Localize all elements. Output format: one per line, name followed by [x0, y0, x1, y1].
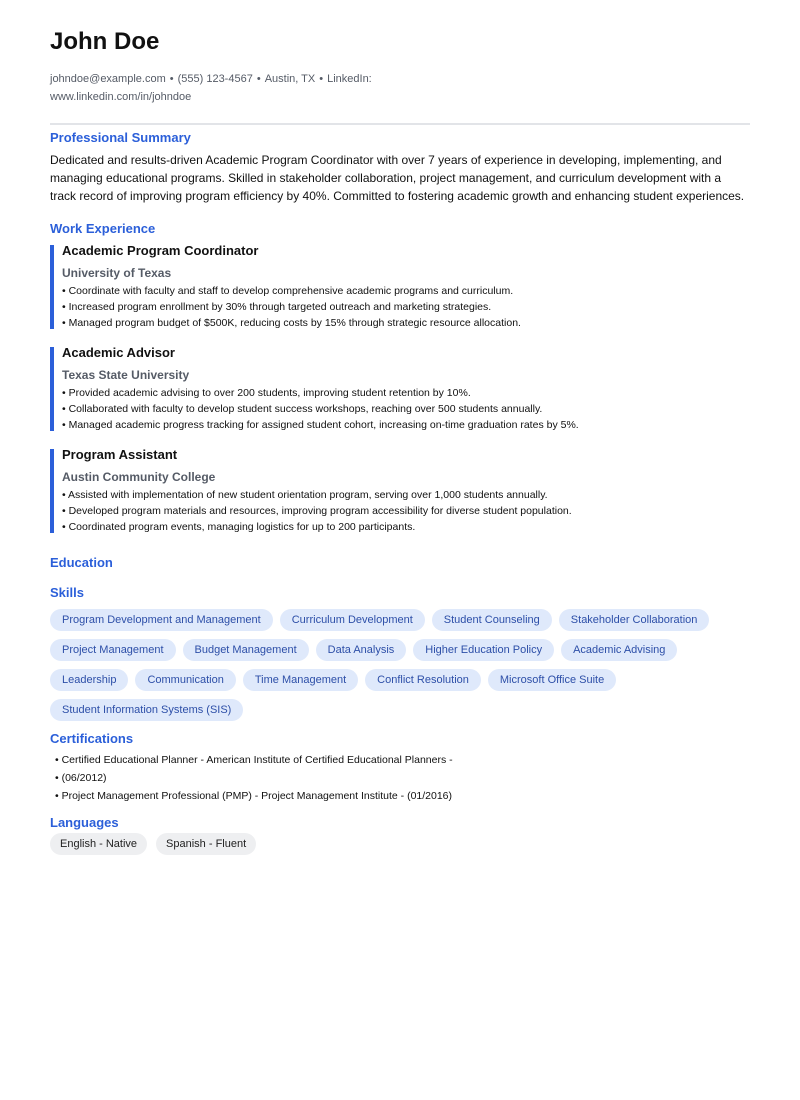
job-title: Academic Advisor — [62, 345, 175, 360]
skills-chip-list — [50, 609, 760, 729]
header-divider — [50, 123, 750, 125]
education-heading: Education — [50, 555, 113, 570]
job-bullet: • Collaborated with faculty to develop student success workshops, reaching over 500 students annually. — [62, 403, 543, 415]
certifications-list — [55, 751, 750, 805]
skill-chip: Program Development and Management — [50, 609, 273, 631]
contact-linkedin-url[interactable]: www.linkedin.com/in/johndoe — [50, 91, 192, 103]
job-bullets — [62, 385, 750, 433]
job-entry — [50, 243, 750, 331]
job-entry — [50, 447, 750, 535]
job-bullet: • Developed program materials and resources, improving program accessibility for diverse student population. — [62, 505, 572, 517]
contact-separator: • — [319, 73, 324, 85]
certification-item: • (06/2012) — [55, 772, 107, 784]
certification-item: • Certified Educational Planner - American Institute of Certified Educational Planners - — [55, 754, 453, 766]
skill-chip: Academic Advising — [561, 639, 677, 661]
certification-item: • Project Management Professional (PMP) - Project Management Institute - (01/2016) — [55, 790, 453, 802]
job-entry — [50, 345, 750, 433]
job-company: Austin Community College — [62, 470, 216, 484]
contact-linkedin-label: LinkedIn: — [327, 73, 372, 85]
contact-line — [50, 70, 380, 106]
job-bullet: • Provided academic advising to over 200 students, improving student retention by 10%. — [62, 387, 471, 399]
contact-phone: (555) 123-4567 — [177, 73, 253, 85]
skill-chip: Student Information Systems (SIS) — [50, 699, 243, 721]
contact-email[interactable]: johndoe@example.com — [50, 73, 166, 85]
summary-heading: Professional Summary — [50, 130, 191, 145]
contact-separator: • — [256, 73, 261, 85]
job-bullet: • Managed academic progress tracking for assigned student cohort, increasing on-time graduation rates by 5%. — [62, 419, 579, 431]
skill-chip: Student Counseling — [432, 609, 552, 631]
candidate-name: John Doe — [50, 28, 160, 55]
certifications-heading: Certifications — [50, 731, 134, 746]
contact-separator: • — [169, 73, 174, 85]
job-bullets — [62, 283, 750, 331]
skill-chip: Time Management — [243, 669, 358, 691]
skill-chip: Higher Education Policy — [413, 639, 554, 661]
job-bullet: • Coordinate with faculty and staff to develop comprehensive academic programs and curriculum. — [62, 285, 514, 297]
language-chip: Spanish - Fluent — [156, 833, 256, 855]
languages-heading: Languages — [50, 815, 119, 830]
skill-chip: Conflict Resolution — [365, 669, 481, 691]
job-bullet: • Increased program enrollment by 30% through targeted outreach and marketing strategies. — [62, 301, 492, 313]
skill-chip: Project Management — [50, 639, 176, 661]
job-bullets — [62, 487, 750, 535]
skill-chip: Data Analysis — [316, 639, 407, 661]
summary-text: Dedicated and results-driven Academic Program Coordinator with over 7 years of experience in developing, implementing, and managing educational programs. Skilled in stakeholder collaboration, project management, and curriculum development with a track record of improving program efficiency by 40%. Committed to fostering academic growth and enhancing student experiences. — [50, 153, 745, 203]
work-experience-heading: Work Experience — [50, 221, 156, 236]
languages-chip-list — [50, 833, 750, 855]
skills-heading: Skills — [50, 585, 84, 600]
skill-chip: Communication — [135, 669, 235, 691]
skill-chip: Microsoft Office Suite — [488, 669, 616, 691]
job-title: Academic Program Coordinator — [62, 243, 259, 258]
job-company: Texas State University — [62, 368, 190, 382]
language-chip: English - Native — [50, 833, 147, 855]
job-bullet: • Coordinated program events, managing logistics for up to 200 participants. — [62, 521, 416, 533]
skill-chip: Budget Management — [183, 639, 309, 661]
job-title: Program Assistant — [62, 447, 178, 462]
contact-location: Austin, TX — [264, 73, 316, 85]
job-bullet: • Assisted with implementation of new student orientation program, serving over 1,000 students annually. — [62, 489, 548, 501]
skill-chip: Leadership — [50, 669, 128, 691]
skill-chip: Stakeholder Collaboration — [559, 609, 710, 631]
job-bullet: • Managed program budget of $500K, reducing costs by 15% through strategic resource allocation. — [62, 317, 521, 329]
job-company: University of Texas — [62, 266, 172, 280]
skill-chip: Curriculum Development — [280, 609, 425, 631]
